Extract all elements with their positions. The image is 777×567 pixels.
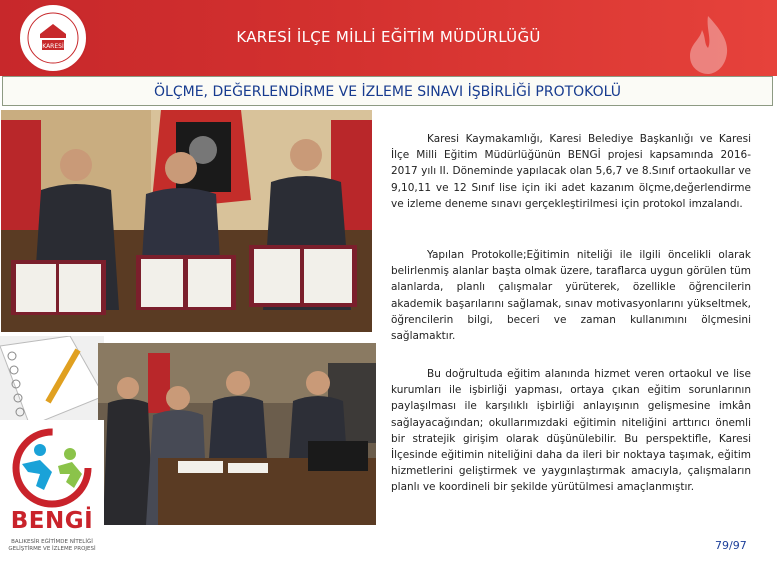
flame-icon: [678, 14, 738, 76]
signing-photo: [1, 110, 372, 332]
page-number: 79/97: [715, 539, 747, 552]
bengi-title: BENGİ: [10, 508, 94, 534]
subtitle-bar: [2, 76, 773, 106]
paragraph-intro: Karesi Kaymakamlığı, Karesi Belediye Başkanlığı ve Karesi İlçe Milli Eğitim Müdürlüğünün BENGİ projesi kapsamında 2016-2017 yılı II. Döneminde yapılacak olan 5,6,7 ve 8.Sınıf ortaokullar ve 9,10,11 ve 12 Sınıf lise için iki adet kazanım ölçme,değerlendirme ve izleme deneme sınavı gerçekleştirilmesi için protokol imzalandı.: [391, 133, 751, 210]
bengi-tagline: BALIKESİR EĞİTİMDE NİTELİĞİ GELİŞTİRME VE İZLEME PROJESİ: [8, 539, 96, 552]
paragraph-purpose: Bu doğrultuda eğitim alanında hizmet veren ortaokul ve lise kurumları ile işbirliği yapması, ortaya çıkan eğitim sorunlarının paylaşılması ile karşılıklı işbirliği anlayışının gelişmesine imkân sağlayacağından; okullarımızdaki eğitimin niteliğini arttırıcı önemli bir stratejik girişim olarak düşünülebilir. Bu perspektifle, Karesi İlçesinde eğitimin niteliğini daha da ileri bir noktaya taşımak, eğitim hizmetlerini geliştirmek ve yaygınlaştırmak amacıyla, çalışmaların planlı ve koordineli bir şekilde yürütülmesi amaçlanmıştır.: [391, 368, 751, 494]
bengi-emblem-icon: [0, 420, 104, 510]
paragraph-protocol: Yapılan Protokolle;Eğitimin niteliği ile ilgili öncelikli olarak belirlenmiş alanlar başta olmak üzere, taraflarca uygun görülen tüm alanlarda, planlı çalışmalar yürüterek, özellikle öğrencilerin akademik başarılarını sağlamak, sınav motivasyonlarını yükseltmek, öğrencilerin bilgi, beceri ve zaman kullanımını ölçmesini sağlamaktır.: [391, 249, 751, 343]
subtitle: ÖLÇME, DEĞERLENDİRME VE İZLEME SINAVI İŞBİRLİĞİ PROTOKOLÜ: [154, 84, 621, 100]
header-banner: [0, 0, 777, 76]
page-title: KARESİ İLÇE MİLLİ EĞİTİM MÜDÜRLÜĞÜ: [236, 28, 541, 46]
logo-text: KARESİ: [42, 43, 64, 50]
desk-signing-photo: [98, 343, 376, 525]
